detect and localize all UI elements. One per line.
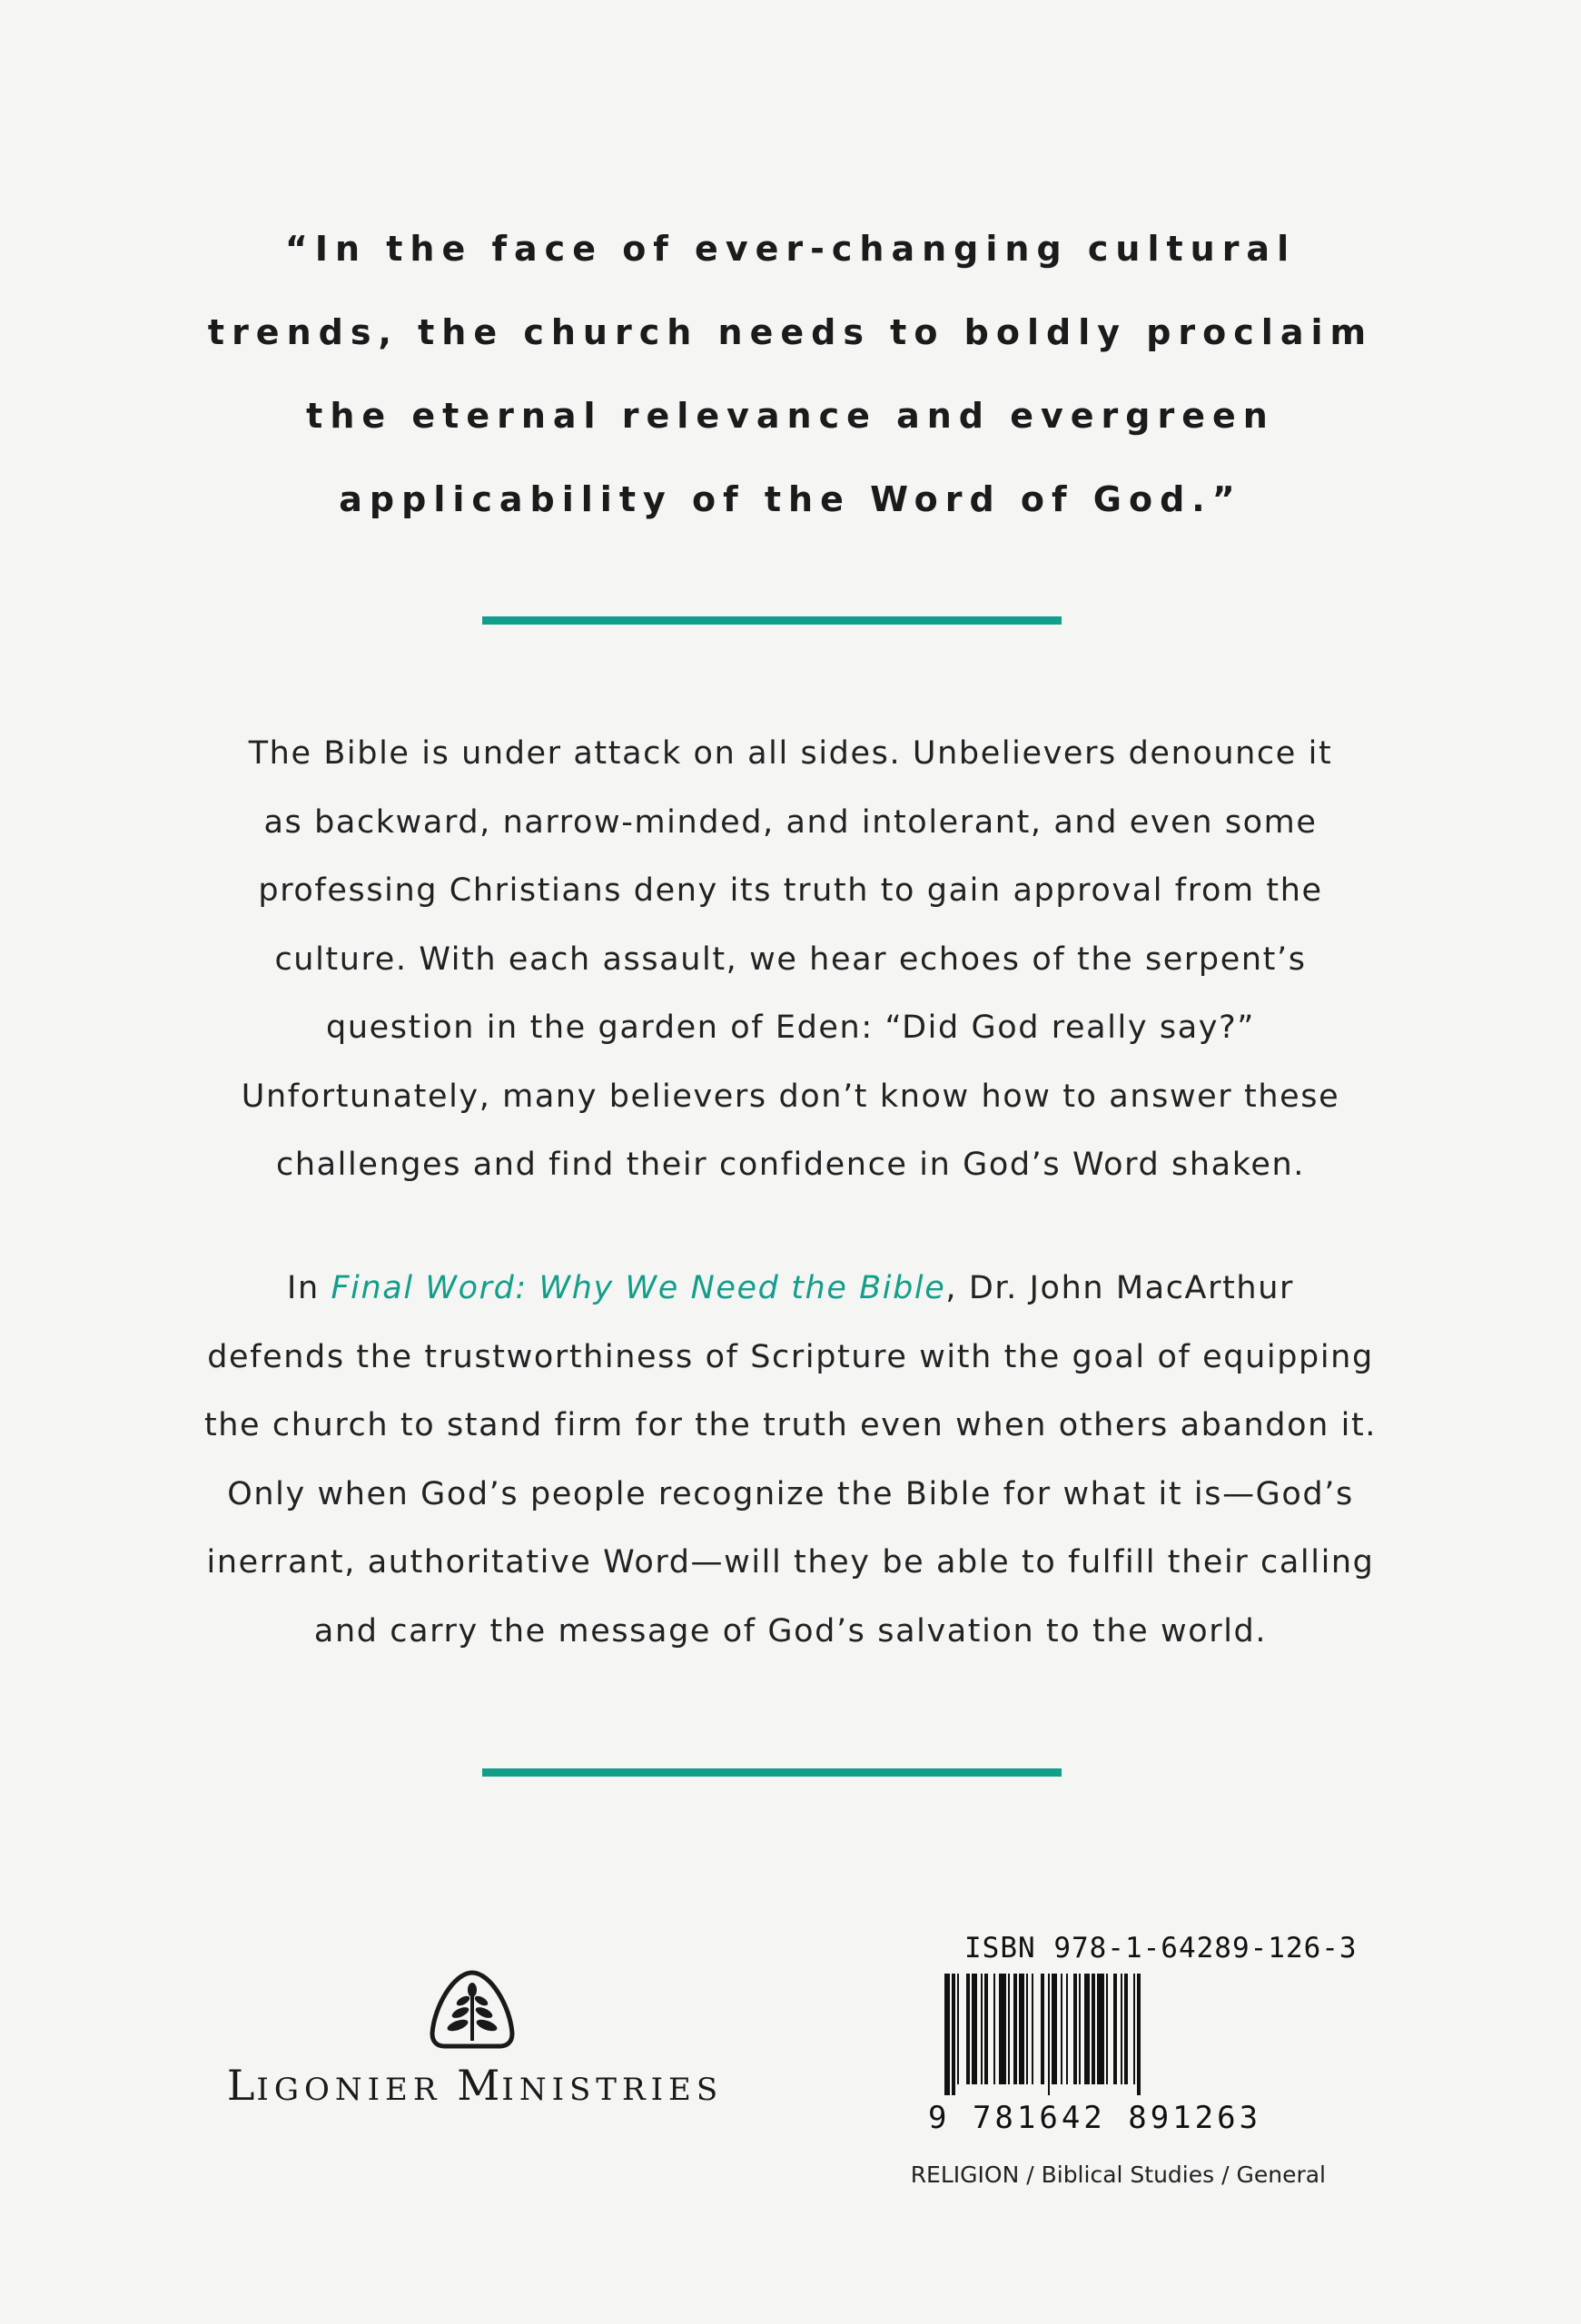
- quote-line: applicability of the Word of God.”: [339, 479, 1242, 519]
- bottom-divider: [482, 1768, 1062, 1777]
- paragraph-line: and carry the message of God’s salvation to the world.: [313, 1612, 1268, 1649]
- description-paragraph-1: [136, 720, 1445, 1200]
- paragraph-line: question in the garden of Eden: “Did God really say?”: [326, 1009, 1255, 1046]
- isbn-label: ISBN 978-1-64289-126-3: [964, 1932, 1358, 1965]
- isbn-barcode: [919, 1932, 1358, 2132]
- quote-line: the eternal relevance and evergreen: [306, 396, 1275, 436]
- top-divider: [482, 616, 1062, 625]
- tree-in-arch-icon: [427, 1970, 518, 2050]
- paragraph-line: professing Christians deny its truth to gain approval from the: [258, 872, 1323, 909]
- publisher-logo: [225, 1970, 725, 2115]
- barcode-digits: 9 781642 891263: [928, 2100, 1262, 2132]
- line-suffix: , Dr. John MacArthur: [945, 1270, 1294, 1306]
- paragraph-line: The Bible is under attack on all sides. Unbelievers denounce it: [248, 735, 1333, 772]
- paragraph-line: the church to stand firm for the truth even when others abandon it.: [203, 1407, 1378, 1443]
- paragraph-first-line: [136, 1255, 1445, 1324]
- line-prefix: In: [287, 1270, 331, 1306]
- quote-line: trends, the church needs to boldly proclaim: [207, 312, 1374, 352]
- publisher-name: LIGONIER MINISTRIES: [226, 2061, 724, 2110]
- barcode-bars: [919, 1974, 1328, 2132]
- book-title: Final Word: Why We Need the Bible: [331, 1270, 946, 1306]
- paragraph-line: challenges and find their confidence in God’s Word shaken.: [276, 1147, 1305, 1183]
- paragraph-line: as backward, narrow-minded, and intolerant, and even some: [263, 803, 1318, 841]
- paragraph-line: inerrant, authoritative Word—will they be able to fulfill their calling: [206, 1544, 1375, 1581]
- paragraph-line: culture. With each assault, we hear echoes of the serpent’s: [274, 940, 1307, 978]
- paragraph-line: Unfortunately, many believers don’t know how to answer these: [241, 1078, 1340, 1115]
- category-label: RELIGION / Biblical Studies / General: [910, 2162, 1326, 2188]
- paragraph-line: Only when God’s people recognize the Bible for what it is—God’s: [227, 1475, 1354, 1512]
- quote-line: “In the face of ever-changing cultural: [284, 229, 1297, 269]
- pull-quote: [200, 207, 1381, 541]
- description-paragraph-2: [136, 1255, 1445, 1666]
- paragraph-line: defends the trustworthiness of Scripture with the goal of equipping: [207, 1338, 1374, 1375]
